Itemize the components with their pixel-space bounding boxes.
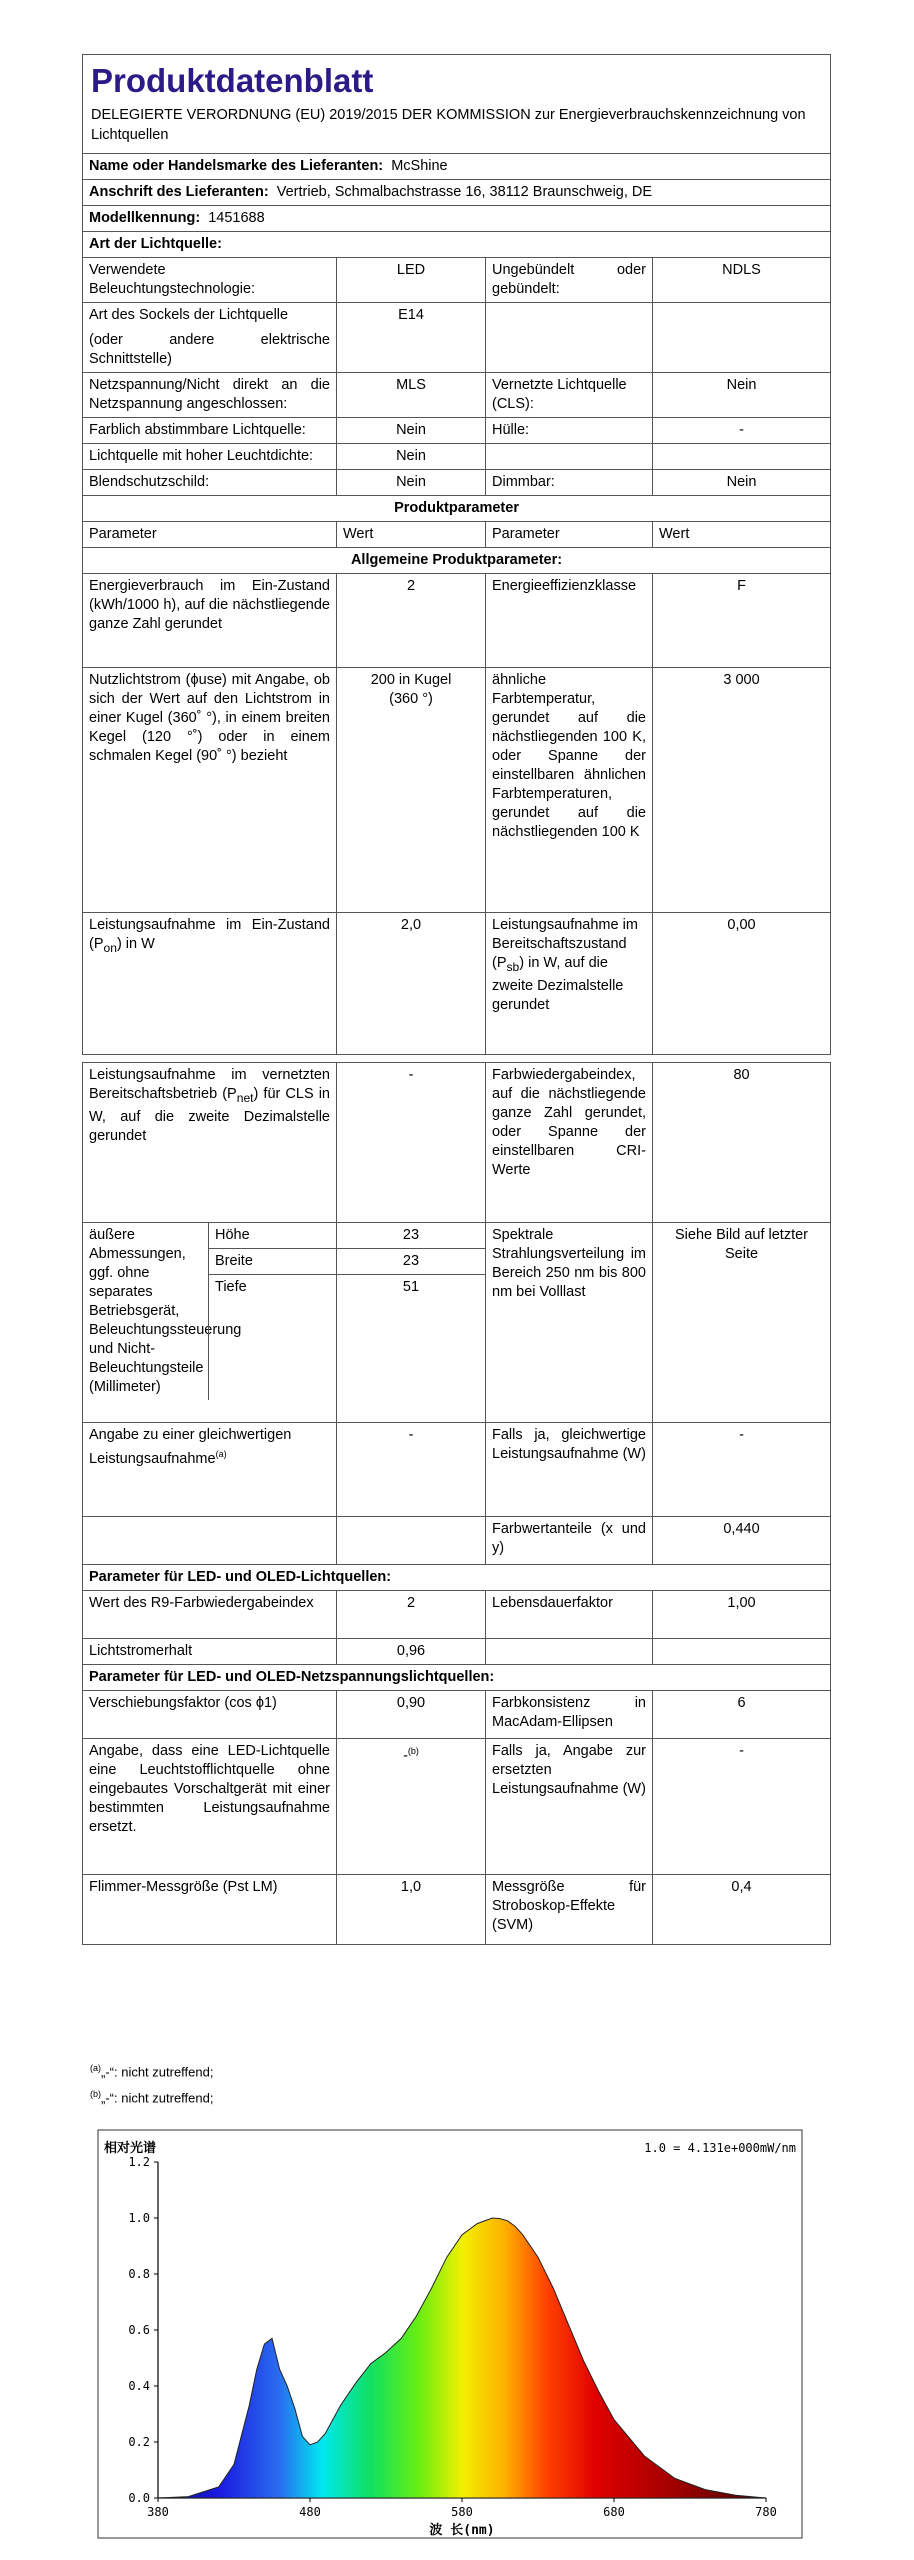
y-tick-label: 1.0 [128, 2211, 150, 2225]
depth-label: Tiefe [215, 1279, 247, 1295]
cls-value: Nein [653, 373, 831, 418]
on-mode-power-label [83, 913, 337, 1055]
product-parameters-heading: Produktparameter [83, 496, 831, 522]
cri-label: Farbwiedergabeindex, auf die nächstliegende ganze Zahl gerundet, oder Spanne der einstellbaren CRI-Werte [486, 1063, 653, 1223]
datasheet-table [82, 54, 831, 1945]
mains-section-heading: Parameter für LED- und OLED-Netzspannungslichtquellen: [83, 1665, 831, 1691]
footnote-b-marker: (b) [407, 1746, 419, 1756]
mains-value: MLS [337, 373, 486, 418]
energy-class-value: F [653, 574, 831, 668]
on-mode-power-label-unit: ) in W [116, 936, 155, 952]
empty-cell [486, 1639, 653, 1665]
dimmable-value: Nein [653, 470, 831, 496]
dimensions-label: äußere Abmessungen, ggf. ohne separates Betriebsgerät, Beleuchtungssteuerung und Nicht-Beleuchtungsteile (Millimeter) [89, 1227, 242, 1395]
energy-class-label: Energieeffizienzklasse [486, 574, 653, 668]
chromaticity-label: Farbwertanteile (x und y) [486, 1517, 653, 1565]
replaced-power-value: - [653, 1739, 831, 1875]
col-header-parameter: Parameter [486, 522, 653, 548]
tech-label: Verwendete Beleuchtungstechnologie: [83, 258, 337, 303]
on-mode-power-value: 2,0 [337, 913, 486, 1055]
empty-cell [337, 1517, 486, 1565]
height-value: 23 [337, 1223, 485, 1249]
footnotes [90, 2057, 213, 2110]
depth-value: 51 [402, 1279, 420, 1295]
luminous-flux-value-line1: 200 in Kugel [370, 672, 452, 688]
model-row [83, 206, 831, 232]
spectrum-chart [98, 2130, 818, 2540]
r9-value: 2 [337, 1591, 486, 1639]
supplier-address-label: Anschrift des Lieferanten: [89, 184, 269, 200]
equivalent-power-watt-label: Falls ja, gleichwertige Leistungsaufnahme (W) [486, 1423, 653, 1517]
socket-label-line2: (oder andere elektrische Schnittstelle) [89, 332, 330, 367]
supplier-name-label: Name oder Handelsmarke des Lieferanten: [89, 158, 384, 174]
col-header-value: Wert [653, 522, 831, 548]
cri-value: 80 [653, 1063, 831, 1223]
socket-label-line1: Art des Sockels der Lichtquelle [89, 307, 289, 323]
on-mode-power-subscript: on [103, 940, 117, 955]
luminous-flux-label: Nutzlichtstrom (ϕuse) mit Angabe, ob sich der Wert auf den Lichtstrom in einer Kugel (360˚ °), in einem breiten Kegel (120 °˚) oder in einem schmalen Kegel (90˚ °) bezieht [83, 668, 337, 913]
bundle-value: NDLS [653, 258, 831, 303]
replaced-power-label: Falls ja, Angabe zur ersetzten Leistungsaufnahme (W) [486, 1739, 653, 1875]
footnote-b [90, 2083, 213, 2109]
width-value: 23 [337, 1249, 485, 1275]
supplier-address-row [83, 180, 831, 206]
supplier-name-row [83, 154, 831, 180]
replacement-claim-value-text: - [403, 1747, 408, 1764]
lumen-maintenance-value: 0,96 [337, 1639, 486, 1665]
y-tick-label: 0.6 [128, 2323, 150, 2337]
on-mode-power-label-text: Leistungsaufnahme im Ein-Zustand (P [89, 917, 330, 952]
cls-label: Vernetzte Lichtquelle (CLS): [486, 373, 653, 418]
supplier-address-value: Vertrieb, Schmalbachstrasse 16, 38112 Braunschweig, DE [276, 184, 653, 200]
height-label: Höhe [209, 1223, 336, 1249]
color-consistency-value: 6 [653, 1691, 831, 1739]
socket-value: E14 [337, 303, 486, 373]
header-cell [83, 55, 831, 154]
datasheet [82, 54, 830, 1945]
y-tick-label: 1.2 [128, 2155, 150, 2169]
dimension-values [337, 1223, 486, 1423]
empty-cell [653, 303, 831, 373]
empty-cell [83, 1517, 337, 1565]
equivalent-power-label [83, 1423, 337, 1517]
spectral-distribution-value: Siehe Bild auf letzter Seite [653, 1223, 831, 1423]
luminous-flux-value-line2: (360 °) [389, 691, 433, 707]
mains-label: Netzspannung/Nicht direkt an die Netzspannung angeschlossen: [83, 373, 337, 418]
chromaticity-value: 0,440 [653, 1517, 831, 1565]
led-section-heading: Parameter für LED- und OLED-Lichtquellen: [83, 1565, 831, 1591]
color-temperature-value: 3 000 [653, 668, 831, 913]
model-value: 1451688 [208, 210, 265, 226]
survival-factor-label: Lebensdauerfaktor [486, 1591, 653, 1639]
displacement-factor-value: 0,90 [337, 1691, 486, 1739]
x-axis-label: 波 长(nm) [429, 2523, 495, 2538]
x-tick-label: 380 [147, 2505, 169, 2519]
replacement-claim-value [337, 1739, 486, 1875]
standby-power-label-text: Leistungsaufnahme im Bereitschaftszustand (P [492, 917, 638, 971]
flicker-label: Flimmer-Messgröße (Pst LM) [83, 1875, 337, 1945]
networked-standby-label-text: Leistungsaufnahme im vernetzten Bereitschaftsbetrieb (P [89, 1067, 330, 1102]
dimension-names [208, 1223, 336, 1400]
socket-label [83, 303, 337, 373]
equivalent-power-label-text: Angabe zu einer gleichwertigen Leistungsaufnahme [89, 1427, 292, 1467]
col-header-value: Wert [337, 522, 486, 548]
tunable-label: Farblich abstimmbare Lichtquelle: [83, 418, 337, 444]
high-luminance-label: Lichtquelle mit hoher Leuchtdichte: [83, 444, 337, 470]
empty-cell [486, 303, 653, 373]
x-tick-label: 480 [299, 2505, 321, 2519]
regulation-subtitle: DELEGIERTE VERORDNUNG (EU) 2019/2015 DER KOMMISSION zur Energieverbrauchskennzeichnung von Lichtquellen [91, 107, 806, 143]
flicker-value: 1,0 [337, 1875, 486, 1945]
width-label: Breite [209, 1249, 336, 1275]
chart-title: 相对光谱 [104, 2141, 157, 2156]
standby-power-label [486, 913, 653, 1055]
glare-label: Blendschutzschild: [83, 470, 337, 496]
envelope-value: - [653, 418, 831, 444]
spectral-distribution-label: Spektrale Strahlungsverteilung im Bereich 250 nm bis 800 nm bei Volllast [486, 1223, 653, 1423]
color-consistency-label: Farbkonsistenz in MacAdam-Ellipsen [486, 1691, 653, 1739]
r9-label: Wert des R9-Farbwiedergabeindex [83, 1591, 337, 1639]
stroboscopic-value: 0,4 [653, 1875, 831, 1945]
chart-annotation: 1.0 = 4.131e+000mW/nm [644, 2141, 796, 2155]
y-tick-label: 0.0 [128, 2491, 150, 2505]
footnote-a-text: „-“: nicht zutreffend; [101, 2064, 214, 2080]
envelope-label: Hülle: [486, 418, 653, 444]
footnote-b-text: „-“: nicht zutreffend; [101, 2090, 214, 2106]
y-tick-label: 0.2 [128, 2435, 150, 2449]
general-parameters-heading: Allgemeine Produktparameter: [83, 548, 831, 574]
networked-standby-label [83, 1063, 337, 1223]
table-gap [83, 1055, 831, 1063]
footnote-b-mark: (b) [90, 2089, 101, 2100]
standby-power-label-unit: ) in W, auf die zweite Dezimalstelle gerundet [492, 955, 624, 1013]
lumen-maintenance-label: Lichtstromerhalt [83, 1639, 337, 1665]
section-light-source-type: Art der Lichtquelle: [83, 232, 831, 258]
luminous-flux-value [337, 668, 486, 913]
networked-standby-subscript: net [236, 1090, 254, 1105]
equivalent-power-watt-value: - [653, 1423, 831, 1517]
stroboscopic-label: Messgröße für Stroboskop-Effekte (SVM) [486, 1875, 653, 1945]
energy-consumption-value: 2 [337, 574, 486, 668]
survival-factor-value: 1,00 [653, 1591, 831, 1639]
empty-cell [653, 444, 831, 470]
dimensions-cell [83, 1223, 337, 1423]
replacement-claim-label: Angabe, dass eine LED-Lichtquelle eine Leuchtstofflichtquelle ohne eingebautes Vorschaltgerät mit einer bestimmten Leistungsaufnahme ersetzt. [83, 1739, 337, 1875]
color-temperature-label: ähnliche Farbtemperatur, gerundet auf die nächstliegenden 100 K, oder Spanne der einstellbaren ähnlichen Farbtemperaturen, gerundet auf die nächstliegenden 100 K [486, 668, 653, 913]
y-tick-label: 0.4 [128, 2379, 150, 2393]
footnote-a [90, 2057, 213, 2083]
glare-value: Nein [337, 470, 486, 496]
col-header-parameter: Parameter [83, 522, 337, 548]
standby-power-subscript: sb [506, 959, 520, 974]
equivalent-power-value: - [337, 1423, 486, 1517]
empty-cell [653, 1639, 831, 1665]
empty-cell [486, 444, 653, 470]
energy-consumption-label: Energieverbrauch im Ein-Zustand (kWh/1000 h), auf die nächstliegende ganze Zahl gerundet [83, 574, 337, 668]
x-tick-label: 780 [755, 2505, 777, 2519]
x-tick-label: 580 [451, 2505, 473, 2519]
x-tick-label: 680 [603, 2505, 625, 2519]
networked-standby-value: - [337, 1063, 486, 1223]
high-luminance-value: Nein [337, 444, 486, 470]
page-title: Produktdatenblatt [91, 62, 374, 99]
dimmable-label: Dimmbar: [486, 470, 653, 496]
supplier-name-value: McShine [391, 158, 448, 174]
y-tick-label: 0.8 [128, 2267, 150, 2281]
standby-power-value: 0,00 [653, 913, 831, 1055]
model-label: Modellkennung: [89, 210, 201, 226]
bundle-label: Ungebündelt oder gebündelt: [486, 258, 653, 303]
footnote-a-mark: (a) [90, 2063, 101, 2073]
networked-standby-label-unit: ) für CLS in W, auf die zweite Dezimalstelle gerundet [89, 1086, 330, 1144]
tunable-value: Nein [337, 418, 486, 444]
displacement-factor-label: Verschiebungsfaktor (cos ϕ1) [83, 1691, 337, 1739]
footnote-a-marker: (a) [215, 1449, 227, 1459]
tech-value: LED [337, 258, 486, 303]
